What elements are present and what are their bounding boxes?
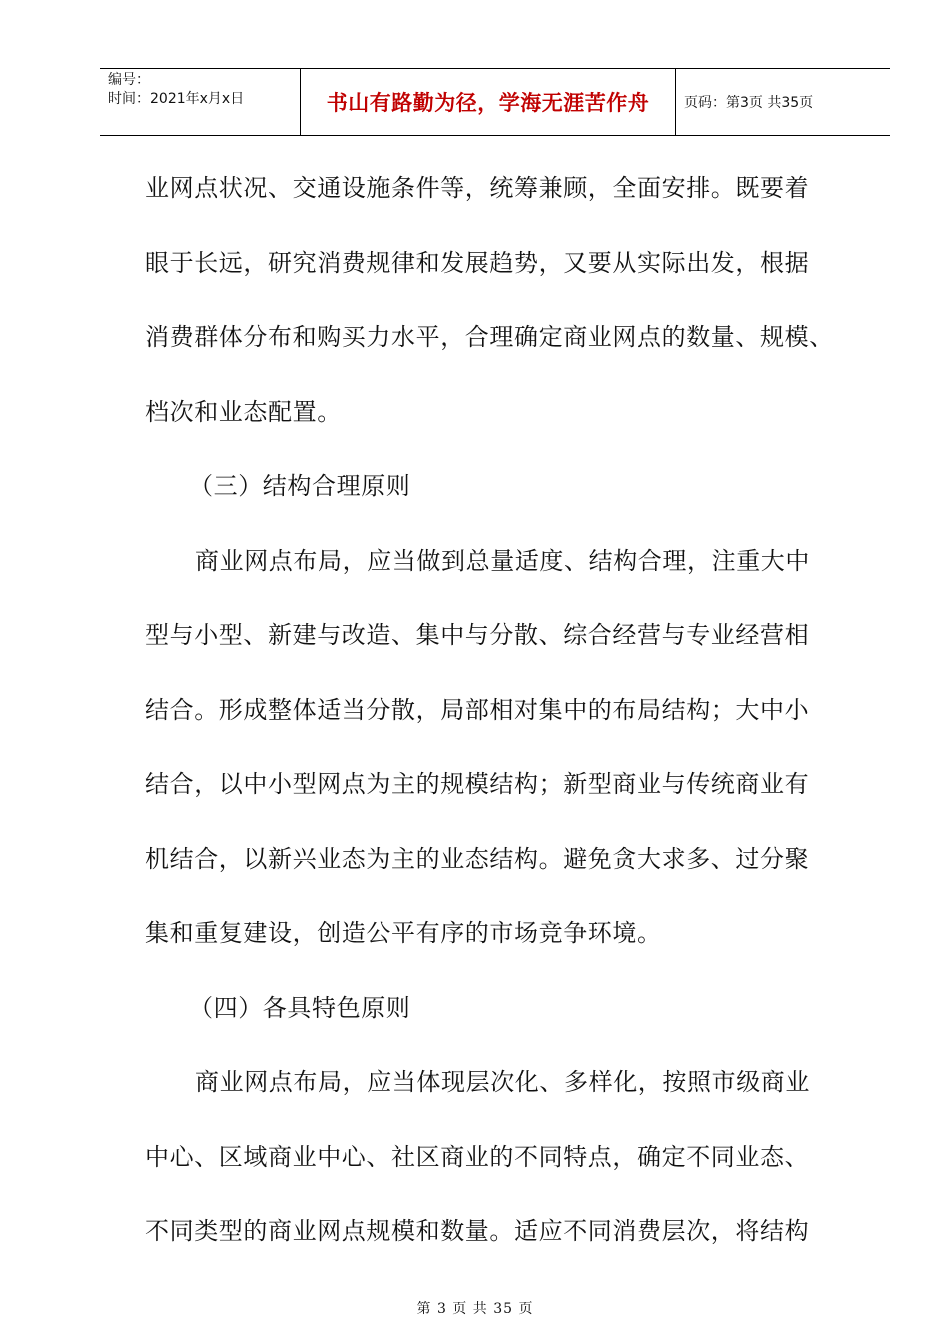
body-line: 机结合，以新兴业态为主的业态结构。避免贪大求多、过分聚 <box>145 844 810 873</box>
body-line: 中心、区域商业中心、社区商业的不同特点，确定不同业态、 <box>145 1142 810 1171</box>
header-page-info: 页码：第3页 共35页 <box>684 95 814 111</box>
body-line: 结合，以中小型网点为主的规模结构；新型商业与传统商业有 <box>145 770 810 798</box>
body-line: 商业网点布局，应当体现层次化、多样化，按照市级商业 <box>195 1068 810 1096</box>
header-meta <box>100 69 301 135</box>
body-line: 眼于长远，研究消费规律和发展趋势，又要从实际出发，根据 <box>145 248 810 277</box>
page-footer: 第 3 页 共 35 页 <box>416 1301 534 1317</box>
header-motto: 书山有路勤为径，学海无涯苦作舟 <box>301 69 676 135</box>
page-header <box>100 68 890 136</box>
body-line: 结合。形成整体适当分散，局部相对集中的布局结构；大中小 <box>145 695 810 724</box>
body-line: 业网点状况、交通设施条件等，统筹兼顾，全面安排。既要着 <box>145 174 810 202</box>
document-body <box>145 158 850 1276</box>
section-heading-4: （四）各具特色原则 <box>189 993 411 1022</box>
body-line: 商业网点布局，应当做到总量适度、结构合理，注重大中 <box>195 546 810 575</box>
time-label: 时间：2021年x月x日 <box>108 91 245 107</box>
body-line: 档次和业态配置。 <box>145 397 342 426</box>
section-heading-3: （三）结构合理原则 <box>189 472 411 500</box>
body-line: 消费群体分布和购买力水平，合理确定商业网点的数量、规模、 <box>145 323 834 351</box>
body-line: 不同类型的商业网点规模和数量。适应不同消费层次，将结构 <box>145 1217 810 1245</box>
body-line: 型与小型、新建与改造、集中与分散、综合经营与专业经营相 <box>145 621 810 649</box>
body-line: 集和重复建设，创造公平有序的市场竞争环境。 <box>145 919 662 947</box>
serial-label: 编号： <box>108 72 150 88</box>
